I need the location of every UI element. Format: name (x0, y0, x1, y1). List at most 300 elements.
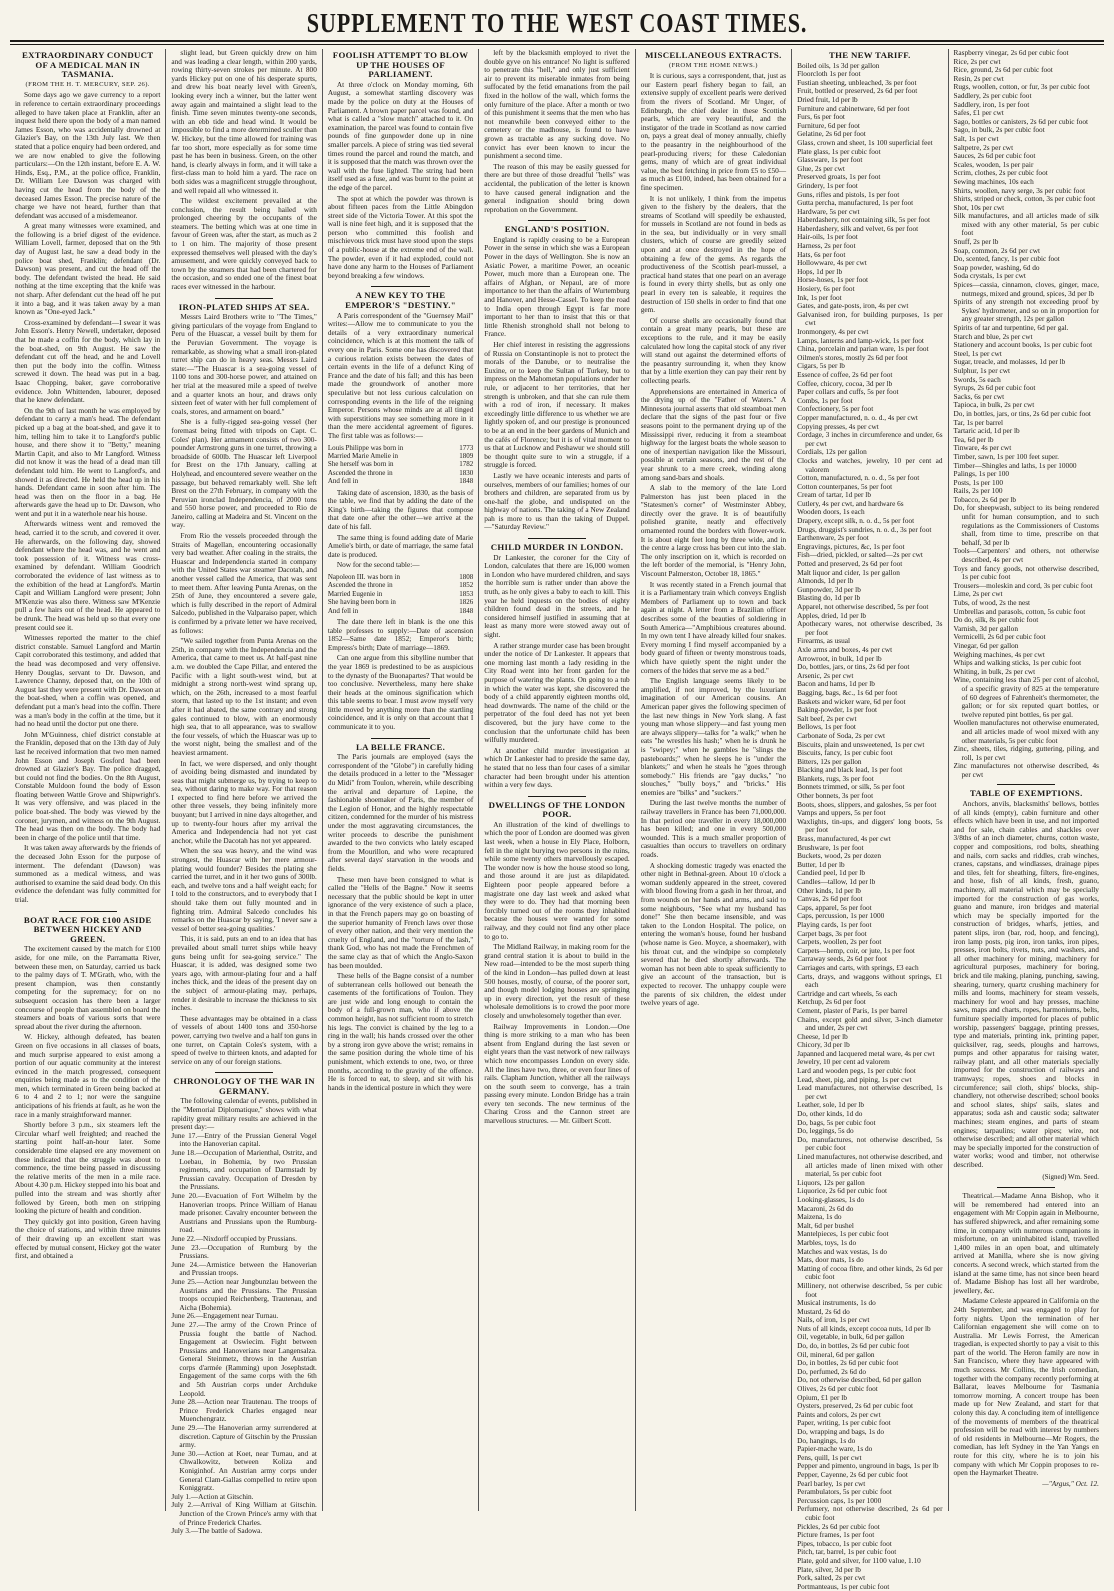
tariff-entry: Horse-hoses, 1s per foot (797, 275, 869, 285)
tariff-entry: Saddlery, 2s per cubic foot (953, 90, 1032, 100)
masthead: SUPPLEMENT TO THE WEST COAST TIMES. (306, 8, 808, 38)
tariff-list (797, 62, 942, 1591)
article-boat-race-continued (171, 49, 316, 292)
table-cell-year: 1848 (459, 477, 474, 486)
tariff-entry: Tea, 6d per lb (953, 434, 994, 444)
tariff-entry: Maizena, 1s do (797, 1212, 842, 1222)
paragraph: At three o'clock on Monday morning, 6th August, a somewhat startling discovery was made by the police on duty at the Houses of Parliament. A brown paper parcel was found, and what is called a "slow match" attached to it. On examination, the parcel was found to contain five pounds of fine gunpowder done up in nine smaller parcels. A piece of string was tied several times round the parcel and round the match, and it is supposed that the match was thrown over the wall with the fuse lighted. The string had been itself used as a fuse, and was burnt to the point at the edge of the parcel. (327, 79, 474, 192)
tariff-entry: Caps, apparel, 5s per foot (797, 902, 872, 912)
tariff-entry: Rice, 2s per cwt (953, 56, 1001, 66)
tariff-entry: Hops, 1d per lb (797, 266, 843, 276)
chronology-entry: June 17.—Entry of the Prussian General Vogel into the Hanoverian capital. (171, 1130, 317, 1149)
table-cell-event: And fell in (327, 606, 359, 615)
tariff-entry: Canvas, 2s 6d per foot (797, 894, 863, 904)
tariff-entry: Wooden doors, 1s each (797, 507, 865, 517)
tariff-entry: Timber, sawn, 1s per 100 feet super. (953, 451, 1059, 461)
table-cell-year: 1809 (459, 451, 474, 460)
tariff-entry: Sulphur, 1s per cwt (953, 365, 1010, 375)
paragraph: They quickly got into position, Green having the choice of stations, and within three minutes of their drawing up an excellent start was effected by mutual consent, Hickey got the water first, and obtained a (15, 1216, 161, 1261)
tariff-entry: Do, in bottles, jars, or tins, 2s 6d per cubic foot (953, 408, 1091, 418)
tariff-entry: Other kinds, 1d per lb (797, 885, 861, 895)
tariff-entry: Almonds, 1d per lb (797, 576, 854, 586)
article-title: ENGLAND'S POSITION. (504, 224, 610, 235)
tariff-entry: Gutta percha, manufactured, 1s per foot (797, 198, 914, 208)
tariff-entry: Pork, salted, 2s per cwt (797, 1573, 866, 1583)
masthead-rule (10, 40, 1104, 45)
article-title: CHRONOLOGY OF THE WAR IN GERMANY. (173, 1076, 315, 1096)
paragraph: Lastly we have oceanic interests and parts of ourselves, members of our families; homes of our brothers and children, are separated from us by one-half the globe, and undisputed on the highway of nations. The taking of a New Zealand pah is more to us than the taking of Duppel.—"Saturday Review." (484, 470, 630, 532)
tariff-entry: Bacon and hams, 1d per lb (797, 679, 875, 689)
tariff-entry: Caps, percussion, 1s per 1000 (797, 911, 885, 921)
tariff-entry: Silk manufactures, and all articles made of silk mixed with any other material, 5s per cubic foot (953, 211, 1099, 238)
tariff-entry: Lime, 2s per cwt (953, 589, 1003, 599)
column-5 (636, 49, 792, 1511)
tariff-entry: Saddlery, iron, 1s per foot (953, 99, 1030, 109)
tariff-entry: Hosiery, 6s per foot (797, 284, 855, 294)
paragraph: The reason of this may be easily guessed for there are but three of those dreadful "hells" was accidental, the publication of the letter is known to have caused general indignation and the general indignation should bring down reprobation on the Government. (484, 161, 630, 214)
tariff-entry: Cotton counterpanes, 5s per foot (797, 481, 893, 491)
tariff-entry: Sugar, treacle, and molasses, 1d per lb (953, 357, 1066, 367)
article-title: MISCELLANEOUS EXTRACTS. (645, 50, 782, 60)
paragraph: Railway Improvements in London.—One thing is more striking to a man who has been absent from England during the last seven or eight years than the vast network of new railways which now encompasses London on every side. All the lines have two, three, or even four lines of rails. Clapham Junction, whither all the railways on the south seem to converge, has a train passing every minute. London Bridge has a train every ten seconds. The new terminus of the Charing Cross and the Cannon street are marvellous structures. — Mr. Gilbert Scott. (484, 1021, 630, 1126)
signature: (Signed) Wm. Seed. (1042, 1172, 1099, 1181)
tariff-entry: Cigars, 5s per lb (797, 361, 845, 371)
article-source: (FROM THE HOME NEWS.) (668, 61, 758, 69)
chronology-entry: July 1.—Action at Gitschin. (171, 1491, 254, 1501)
tariff-entry: Arsenic, 2s per cwt (797, 670, 854, 680)
paragraph: "We sailed together from Punta Arenas on the 25th, in company with the Independencia and the America, that came to meet us. At half-past nine a.m. we doubled the Cape Pillar, and entered the Pacific with a light south-west wind, but at midnight a strong north-west wind sprang up, which, on the 26th, increased to a most fearful storm, that lasted up to the 1st instant; and even after it had abated, the same contrary and strong gales continued to blow, with an enormously high sea, that to all appearance, was to swallow the four vessels, of which the Huascar was up to the worst night, being the smallest and of the heaviest armament. (171, 636, 317, 757)
paragraph: When the sea was heavy, and the wind was strongest, the Huascar with her mere armour-plating would founder? Besides the plating she carried the turret, and in it her two guns of 300lb. each, and twelve tons and a half weight each; for I told to the constructors, and to everybody that I should take them out fully mounted and in fighting trim. Admiral Salcedo concludes his remarks on the Huascar by saying, 'I never saw a vessel of better sea-going qualities.' (171, 846, 317, 933)
tariff-entry: Nails, of iron, 1s per cwt (797, 1315, 870, 1325)
tariff-entry: Hair-oils, 1s per foot (797, 232, 858, 242)
tariff-entry: Timber—Shingles and laths, 1s per 10000 (953, 460, 1077, 470)
paragraph: The spot at which the powder was thrown is about fifteen paces from the Little Abingdon street side of the Victoria Tower. At this spot the wall is nine feet high, and it is supposed that the person who committed this foolish and mischievous trick must have stood upon the steps of a public-house at the extreme end of the wall. The powder, even if it had exploded, could not have done any harm to the Houses of Parliament beyond breaking a few windows. (327, 193, 474, 280)
tariff-entry: Do, manufactures, not otherwise described, 5s per cubic foot (797, 1134, 943, 1153)
paragraph: It is curious, says a correspondent, that, just as our Eastern pearl fishery began to fail, an extensive supply of excellent pearls were derived from the rivers of Scotland. Mr Unger, of Edinburgh, the chief dealer in these Scottish pearls, which are very beautiful, and the instigator of the trade in Scotland as now carried on, pays a great deal of money annually, chiefly to the peasantry in the neighbourhood of the pearl-producing rivers; for these Caledonian gems, many of which are of great individual value, the best fetching in price from £5 to £50—as much as £100, indeed, has been obtained for a fine specimen. (640, 71, 787, 192)
tariff-entry: Playing cards, 1s per foot (797, 919, 872, 929)
paragraph: Apprehensions are entertained in America of the drying up of the "Father of Waters." A Minnesota journal asserts that old steamboat men declare that the signs of the past four or five seasons point to the permanent drying up of the Mississippi river, reducing it from a steamboat highway for the largest boats the whole season to one of inexpertian navigation like the Missouri, possible at certain seasons, and the rest of the year shrunk to a mere creek, winding along among sand-bars and shoals. (640, 386, 787, 482)
chronology-entry: June 20.—Evacuation of Fort Wilhelm by the Hanoverian troops. Prince William of Hanau made prisoner. Cavalry encounter between the Austrians and Prussians upon the Rumburg-road. (171, 1191, 317, 1235)
article-separator (371, 286, 429, 287)
tariff-entry: Carriages and carts, with springs, £3 each (797, 962, 919, 972)
tariff-entry: Sewing machines, 10s each (953, 176, 1034, 186)
tariff-entry: Mustard, 2s 6d do (797, 1306, 850, 1316)
table-cell-year: 1808 (459, 572, 474, 581)
paragraph: In fact, we were dispersed, and only thought of avoiding being dismasted and inundated by seas that might submerge us, by trying to keep to sea, without daring to make way. For that reason I expected to find here before we arrived the other three vessels, they being infinitely more buoyant; but I arrived in nine days altogether, and up to twenty-four hours after my arrival the America and Independencia had not yet cast anchor, while the Dacotah has not yet appeared. (171, 758, 317, 845)
tariff-entry: Ironmongery, 4s per cwt (797, 327, 869, 336)
tariff-entry: Plate, silver, 3d per lb (797, 1564, 861, 1574)
tariff-entry: Whips and walking sticks, 1s per cubic foot (953, 658, 1082, 668)
tariff-entry: Clocks and watches, jewelry, 10 per cent ad valorem (797, 455, 943, 474)
tariff-entry: Cordage, 3 inches in circumference and under, 6s per cwt (797, 430, 943, 448)
paragraph: These men have been consigned to what is called the "Hells of the Bagne." Now it seems necessary that the public should be kept in utter ignorance of the very existence of such a place, in that the French papers may go on boasting of the superior humanity of French laws over those of every other nation, and their very mention the cruelty of England, and the "torture of the lash," thank God, who has not made the Frenchmen of the same clay as that of which the Anglo-Saxon has been moulded. (327, 874, 474, 970)
tariff-entry: Lead, sheet, pig, and piping, 1s per cwt (797, 1074, 912, 1084)
paragraph: From Rio the vessels proceeded through the Straits of Magellan, encountering occasionally very bad weather. After coaling in the straits, the Huascar and Independencia started in company with the United States war steamer Dacotah, and another vessel called the America, that was sent to meet them. After leaving Punta Arenas, on the 25th of June, they encountered a severe gale, which is fully described in the report of Admiral Salcedo, published in the Valparaiso paper, which is confirmed by a private letter we have received, as follows: (171, 531, 317, 635)
tariff-entry: Fruit, bottled or preserved, 2s 6d per foot (797, 86, 918, 96)
paragraph: Her chief interest in resisting the aggressions of Russia on Constantinople is not to protect the morals of the Danube, or to neutralise the Euxine, or to keep the Sultan of Turkey, but to impress on the Mahometan populations under her rule, or adjacent to her territories, that her strength is unbroken, and that she can rule them with a rod of iron, if necessary. It makes exceedingly little difference to us whether we are lightly spoken of, and our prestige is pronounced to be at an end in the beer gardens of Munich and the cafés of Florence; but it is of vital moment to us that at Lucknow and Peshawur we should still be thought quite sure to win a struggle, if a struggle is forced. (484, 340, 630, 470)
article-separator (528, 220, 586, 221)
chronology-entry: June 26.—Engagement near Turnau. (171, 1311, 279, 1321)
tariff-entry: Saltpetre, 2s per cwt (953, 142, 1014, 152)
tariff-entry: Syrups, 2s 6d per cubic foot (953, 383, 1036, 393)
table-cell-year: 1848 (459, 606, 474, 615)
chronology-entry: June 30.—Action at Koet, near Turnau, and at Chwalkowitz, between Koliza and Koniginhof. An Austrian army corps under General Clam-Gallas compelled to retire upon Koniggratz. (171, 1448, 317, 1493)
article-title: A NEW KEY TO THE EMPEROR'S "DESTINY." (345, 290, 456, 311)
dates-table-first (328, 444, 473, 486)
tariff-entry: Trousers—moleskin and cord, 3s per cubic foot (953, 580, 1093, 590)
tariff-entry: Galvanised iron, for building purposes, 1s per cwt (797, 309, 943, 328)
tariff-entry: Furniture and cabinetware, 6d per foot (797, 103, 910, 113)
paragraph: A great many witnesses were examined, and the following is a brief digest of the evidence. William Lovell, farmer, deposed that on the 9th day of August last, he saw a dead body in the police boat shed, Franklin; defendant (Dr. Dawson) was present, and cut the head off the body. The defendant twisted the head. He said nothing at the time excepting that the knife was not sharp. After defendant cut the head off he put it into a bag, and it was taken away by a man known as "One-eyed Jack." (15, 221, 161, 317)
article-parliament-attempt (328, 51, 473, 280)
tariff-entry: Butter, 1d per lb (797, 859, 845, 869)
tariff-entry: Olives, 2s 6d per cubic foot (797, 1384, 878, 1394)
tariff-entry: Coffee, chicory, cocoa, 3d per lb (797, 378, 893, 388)
paragraph: The excitement caused by the match for £100 aside, for one mile, on the Parramatta River, between these men, on Saturday, carried us back to the palmy days of T. M'Grath, who, with the present champion, was then constantly competing for the supremacy; for on no subsequent occasion has there been a larger concourse of people than assembled on board the steamers and boats of various sorts that were spread about the river during the afternoon. (15, 944, 161, 1031)
tariff-entry: Ketchup, 2s 6d per foot (797, 997, 866, 1007)
tariff-entry: Gelatine, 2s 6d per foot (797, 129, 866, 139)
tariff-entry: Percussion caps, 1s per 1000 (797, 1495, 882, 1505)
tariff-entry: Guns, rifles and pistols, 1s per foot (797, 189, 900, 199)
tariff-entry: Cordials, 12s per gallon (797, 447, 867, 457)
chronology-entry: July 3.—The battle of Sadowa. (171, 1526, 263, 1536)
paragraph: Anchors, anvils, blacksmiths' bellows, bottles of all kinds (empty), cabin furniture and other effects which have been in use, and not imported and for sale, chain cables and shackles over 3/8ths of an inch diameter, churns, cotton waste, copper and compositions, rod bolts, sheathing and nails, corn sacks and riddles, crab winches, cranes, capstans, and windlasses, drainage pipes and tiles, felt for sheathing, filters, fire-engines, and hose, fish of all kinds, fresh, guano, machinery, all material which may be specially imported for the construction of gas works, guano and manure, iron bridges and material which may be specially imported for the construction of bridges, wharfs, jetties, and patent slips, iron (bar, rod, hoop, and fencing), iron lamp posts, pig iron, iron tanks, iron pipes, presses, iron bolts, rivets, nuts, and washers, and all other machinery for mining, machinery for agricultural purposes, machinery for boring, brick and tile making, planing, punching, sawing, shearing, turnery, quartz crushing machinery for mills and looms, machinery for steam vessels, machinery for wool and hay presses, machine saws, maps and charts, ropes, harmoniums, belts, furniture specially imported for places of public worship, passengers' baggage, printing presses, type and materials, printing ink, printing paper, quicksilver, rag, seeds, ploughs and harrows, pumps and other apparatus for raising water, railway plant, and all other materials specially imported for the construction of railways and tramways; ropes, shoes and blocks in circumference; sail cloth, ships' blocks, ship-chandlery, not otherwise described; school books and school slates, ships' sails, slates and apparatus; soda ash and caustic soda; saltwater machines; steam engines, and parts of steam engines; tarpaulins; water pipes; wire, not otherwise described; and all other material which may be specially imported for the construction of water works; wood and timber, not otherwise described. (953, 799, 1099, 1169)
tariff-entry: Bonnets trimmed, or silk, 5s per foot (797, 782, 905, 792)
tariff-entry: Nuts of all kinds, except cocoa nuts, 1d per lb (797, 1323, 931, 1333)
tariff-entry: Chains, except gold and silver, 3-inch diameter and under, 2s per cwt (797, 1014, 943, 1033)
tariff-entry: Zinc, sheets, tiles, ridging, guttering, piling, and roll, 1s per cwt (953, 744, 1099, 762)
tariff-entry: Portmanteaus, 1s per cubic foot (797, 1581, 890, 1591)
tariff-entry: Baskets and wicker ware, 6d per foot (797, 696, 906, 706)
paragraph: During the last twelve months the number of railway travellers in France has been 71,000,000. In that period one traveller in every 18,000,000 has been killed; and one in every 500,000 wounded. This is a much smaller proportion of casualties than occurs to travellers on ordinary roads. (640, 798, 787, 860)
paragraph: Madame Celeste appeared in California on the 24th September, and was engaged to play for forty nights. Upon the termination of her Californian engagement she will come on to Australia. Mr Lewis Forrest, the American tragedian, is expected shortly to pay a visit to this part of the world. The Heron family are now in San Francisco, where they have appeared with much success. Mr Collins, the Irish comedian, together with the company recently performing at Ballarat, leaves Melbourne for Tasmania tomorrow morning. A concert troupe has been made up for New Zealand, and start for that colony this day. A concluding item of intelligence of the movements of members of the theatrical profession will be read with interest by numbers of old residents in Melbourne—Mr Rogers, the comedian, has left Sydney in the Yan Yangs en route for this city, where he is to join his company with which Mr Coppin proposes to re-open the Haymarket Theatre. (953, 1296, 1099, 1478)
tariff-entry: Do, not otherwise described, 6d per gallon (797, 1375, 922, 1385)
paragraph: This, it is said, puts an end to an idea that has prevailed about small turret ships while heavy guns being unfit for sea-going service." The Huascar, it is added, was designed some two years ago, with armour-plating four and a half inches thick, and the ideas of the present day on the subject of armour-plating may, perhaps, render it desirable to increase the thickness to six inches. (171, 934, 317, 1013)
tariff-entry: Biscuits, fancy, 1s per cubic foot (797, 748, 893, 758)
tariff-entry: Paper collars and cuffs, 5s per foot (797, 387, 899, 397)
tariff-entry: Liquorice, 2s 6d per cubic foot (797, 1186, 888, 1196)
table-row (328, 581, 473, 589)
paragraph: A shocking domestic tragedy was enacted the other night in Bethnal-green. About 10 o'clock a woman suddenly appeared in the street, covered with blood flowing from a gash in her throat, and from wounds on her hands and arms, and said to some neighbours, "See what my husband has done!" She then became insensible, and was taken to the London Hospital. The police, on entering the woman's house, found her husband (whose name is Geo. Moyce, a shoemaker), with his throat cut, and the windpipe so completely severed that he died shortly afterwards. The woman has not been able to speak sufficiently to give an account of the transaction, but is expected to recover. The unhappy couple were the parents of six children, the eldest under twelve years of age. (640, 860, 787, 1008)
tariff-entry: Drapery, except silk, n. o. d., 5s per foot (797, 516, 915, 526)
tariff-entry: Floorcloth 1s per foot (797, 69, 861, 79)
paragraph: A slab to the memory of the late Lord Palmerston has just been placed in the "Statesmen's corner" of Westminster Abbey, directly over the grave. It is of beautifully polished granite, neatly and effectively ornamented round the borders with flower-work. It is about eight feet long by three wide, and in the centre a large cross has been cut into the slab. The only inscription on it, which is recorded on the left border of the memorial, is "Henry John, Viscount Palmerston, October 18, 1865." (640, 483, 787, 579)
article-title: IRON-PLATED SHIPS AT SEA. (178, 301, 310, 312)
tariff-entry: Boiled oils, 1s 3d per gallon (797, 60, 880, 70)
table-cell-event: Louis Philippe was born in (327, 443, 404, 452)
tariff-entry: Bagging, bags, &c., 1s 6d per foot (797, 687, 898, 697)
tariff-entry: Chicory, 3d per lb (797, 1040, 850, 1050)
tariff-entry: Rails, 2s per 100 (953, 486, 1003, 496)
tariff-entry: Apparel, not otherwise described, 5s per foot (797, 602, 929, 611)
tariff-entry: Candles—tallow, 1d per lb (797, 877, 876, 886)
tariff-entry: Copying presses, 4s per cwt (797, 421, 879, 431)
paragraph: The Midland Railway, in making room for the grand central station it is about to build in the New road—intended to be the most superb thing of the kind in London—has pulled down at least 500 houses, mostly, of course, of the poorer sort, and though model lodging houses are springing up in every direction, yet the result of these wholesale demolitions is to crowd the poor more closely and unwholesomely together than ever. (484, 942, 630, 1020)
chronology-entry: June 22.—Nixdorff occupied by Prussians. (171, 1233, 297, 1243)
dates-table-second (328, 573, 473, 615)
paragraph: It was taken away afterwards by the friends of the deceased John Esson for the purpose of interment. The defendant (Dawson) was summoned as a medical witness, and was authorised to examine the said dead body. On this evidence the defendant was fully committed for trial. (15, 843, 161, 904)
tariff-entry: Palings, 1s per 100 (953, 469, 1010, 479)
tariff-entry: Salt, 1s per cwt (953, 133, 999, 143)
tariff-entry: Sago, in bulk, 2s per cubic foot (953, 125, 1045, 135)
paragraph: The following calendar of events, published in the "Memorial Diplomatique," shows with what rapidity great military results are achieved in the present day:— (171, 1096, 317, 1132)
tariff-entry: Posts, 1s per 100 (953, 477, 1003, 487)
paragraph: A Paris correspondent of the "Guernsey Mail" writes:—Allow me to communicate to you the details of a very extraordinary numerical coincidence, which is at this moment the talk of every one in Paris. Some one has discovered that a curious relation exists between the dates of certain events in the life of a defunct King of France and the date of his fall; and this has been made the groundwork of another more speculative but not less curious calculation on corresponding events in the life of the reigning Emperor. Persons whose minds are at all tinged with superstitions may see something more in it than the mere accidental agreement of figures. The first table was as follows:— (327, 310, 474, 440)
tariff-entry: Macaroni, 2s 6d do (797, 1203, 854, 1213)
tariff-entry: Sauces, 2s 6d per cubic foot (953, 151, 1036, 161)
tariff-entry: Do do, silk, 8s per cubic foot (953, 615, 1039, 625)
tariff-entry: Grindery, 1s per foot (797, 180, 858, 190)
article-emperor-destiny (328, 291, 473, 731)
paragraph: Can one argue from this sibylline number that the year 1869 is predestined to be as auspicious to the dynasty of the Buonapartes? That would be too conclusive. Nevertheless, many here shake their heads at the ominous signification which this table seems to bear. I must avow myself very little moved by anything more than the startling coincidence, and it is only on that account that I communicate it to you. (327, 653, 474, 732)
article-title: TABLE OF EXEMPTIONS. (969, 788, 1083, 799)
chronology-entry: June 27.—The army of the Crown Prince of Prussia fought the battle of Nachod. Engagement at Oswiecim. Fight between Prussians and Hanoverians near Langensalza. General Steinmetz, throws in the Austrian corps d'armée (Ramming) upon Josephstadt. Engagement of the same corps with the 6th and 5th Austrian corps under Archduke Leopold. (171, 1319, 317, 1398)
tariff-entry: Preserved groats, 1s per foot (797, 172, 881, 182)
tariff-entry: Sacks, 6s per cwt (953, 391, 1005, 401)
tariff-entry: Tartaric acid, 1d per lb (953, 426, 1020, 436)
tariff-entry: Scales, wooden, 1s per pair (953, 159, 1034, 169)
paragraph: W. Hickey, although defeated, has beaten Green on five occasions in all classes of boats, and much surprise appeared to exist among a portion of our aquatic community at the interest evinced in the match progressed, consequent enquiries being made as to the condition of the men, which terminated in Green being backed at 6 to 4 and 2 to 1; nor were the sanguine anticipations of his friends at fault, as he won the race in a manly straightforward manner. (15, 1032, 161, 1119)
paragraph: Afterwards witness went and removed the head, carried it to the scrub, and covered it over. He afterwards, on the following day, showed defendant where the head was, and he went and took possession of it. Witness was cross-examined by defendant. William Goodrich corroborated the evidence of last witness as to the exhibition of the head at Langford's. Martin Capit and William Langford were present; John M'Kenzie was also there. Witness saw M'Kenzie pull a few hairs out of the head. He appeared to be drunk. The head was held up so that every one present could see it. (15, 519, 161, 632)
tariff-entry: Cream of tartar, 1d per lb (797, 490, 871, 500)
tariff-entry: China, porcelain and parian ware, 1s per foot (797, 344, 929, 354)
tariff-entry: Do, bags, 5s per cubic foot (797, 1117, 876, 1127)
tariff-entry: Pepper and pimento, unground in bags, 1s per lb (797, 1461, 939, 1471)
tariff-entry: Do, bottles, jars, or tins, 2s 6d per foot (797, 662, 910, 672)
paragraph: The Paris journals are employed (says the correspondent of the "Globe") in carefully hiding the details produced in a letter to the "Messager du Midi" from Toulon, wherein, while describing the arrival and departure of Lepine, the fashionable shoemaker of Paris, the member of the Legion of Honor, and the highly respectable citizen, condemned for the murder of his mistress under the most aggravating circumstances, the writer proceeds to describe the punishment awarded to the two convicts who lately escaped from the Mourillon, and who were recaptured after several days' starvation in the woods and fields. (327, 752, 474, 873)
article-source: (FROM THE H. T. MERCURY, SEP. 26). (25, 80, 150, 88)
tariff-entry: Gunpowder, 3d per lb (797, 584, 861, 594)
tariff-entry: Hollowware, 4s per cwt (797, 258, 867, 268)
tariff-entry: Rugs, woollen, cotton, or fur, 3s per cubic foot (953, 82, 1090, 92)
tariff-entry: Bellows, 1s per foot (797, 722, 856, 732)
tariff-entry: Blacking and black lead, 1s per foot (797, 765, 903, 775)
tariff-entry: Pearl barley, 1s per cwt (797, 1478, 866, 1488)
tariff-entry: Cotton, manufactured, n. o. d., 5s per foot (797, 473, 920, 483)
tariff-entry: Do, hangings, 1s do (797, 1435, 856, 1445)
paragraph: It was recently stated in a French journal that it is a Parliamentary train which conveys English Members of Parliament up to town and back again at night. A letter from a Brazilian officer describes some of the beauties of soldiering in South America—"Amphibious creatures abound. In my own tent I have already killed four snakes. Every morning I find myself accompanied by a body guard of fifteen or twenty monstrous toads, which have quietly spent the night under the corners of the hides that serve me as a bed." (640, 579, 787, 675)
tariff-entry: Umbrellas and parasols, cotton, 5s cubic foot (953, 606, 1086, 616)
tariff-entry: Vermicelli, 2s 6d per cubic foot (953, 632, 1046, 642)
article-theatrical (954, 1192, 1099, 1488)
article-title: DWELLINGS OF THE LONDON POOR. (488, 799, 626, 820)
column-6 (792, 49, 948, 1591)
chronology-entry: June 29.—The Hanoverian army surrendered at discretion. Capture of Gitschin by the Prussian army. (171, 1423, 317, 1450)
table-row (328, 469, 473, 477)
table-cell-year: 1773 (459, 443, 474, 452)
paragraph: left by the blacksmith employed to rivet the double gyve on his entrance! No light is suffered to penetrate this "hell," and only just sufficient air to prevent its miserable inmates from being suffocated by the fetid emanations from the pail fixed in the hollow of the wall, which forms the only furniture of the place. After a month or two of this punishment it seems that the men who has not meanwhile been conveyed either to the cemetery or the madhouse, is found to have grown as tractable as any sucking dove. No convict has ever been known to incur the punishment a second time. (484, 48, 630, 161)
article-title: FOOLISH ATTEMPT TO BLOW UP THE HOUSES OF PARLIAMENT. (332, 50, 469, 80)
table-cell-year: 1830 (459, 468, 474, 477)
paragraph: These hells of the Bagne consist of a number of subterranean cells hollowed out beneath the casements of the fortifications of Toulon. They are just wide and long enough to contain the body of a full-grown man, who if above the common height, has not sufficient room to stretch his legs. The convict is chained by the leg to a ring in the wall; his hands crossed over the other by a strong iron gyve above the wrist; remains in the same position during the whole time of his punishment, which extends to one, two, or three months, according to the gravity of the offence. He is forced to eat, to sleep, and sit with his hands in the identical posture in which they were (327, 971, 474, 1092)
paragraph: Cross-examined by defendant—I swear it was John Esson's. Henry Newell, undertaker, deposed that he made a coffin for the body, which lay in the boat-shed, on 9th August. He saw the defendant cut off the head, and he and Lovell then put the body into the coffin. Witness screwed it down. The head was put in a bag. Isaac Chopping, baker, gave corroborative evidence. John Whittenden, labourer, deposed that he knew defendant. (15, 317, 161, 405)
table-row (328, 444, 473, 452)
tariff-entry: Carbonate of Soda, 2s per cwt (797, 730, 886, 740)
tariff-entry: Opium, £1 per lb (797, 1392, 847, 1402)
tariff-entry: Oysters, preserved, 2s 6d per cubic foot (797, 1401, 914, 1411)
table-row (328, 477, 473, 485)
tariff-entry: Paints and colors, 2s per cwt (797, 1409, 881, 1419)
tariff-entry: Carpet bags, 3s per foot (797, 928, 867, 938)
table-row (328, 452, 473, 460)
chronology-list (171, 1132, 316, 1536)
tariff-entry: Salt beef, 2s per cwt (797, 713, 857, 723)
paragraph: Messrs Laird Brothers write to "The Times," giving particulars of the voyage from England to Peru of the Huascar, a vessel built by them for the Peruvian Government. The voyage is remarkable, as showing what a small iron-plated turret ship can do in heavy seas. Messrs Laird state:—"The Huascar is a sea-going vessel of 1100 tons and 300-horse power, and attained on her trial at the measured mile a speed of twelve and a quarter knots an hour, and draws only sixteen feet of water with her full complement of coals, stores, and armament on board." (171, 312, 317, 416)
tariff-entry: Firearms, as usual (797, 636, 851, 646)
tariff-entry: Resin, 2s per cwt (953, 73, 1004, 83)
paragraph: slight lead, but Green quickly drew on him and was leading a clear length, within 200 yards, rowing thirty-seven strokes per minute. At 800 yards Hickey put on one of his desperate spurts, and drew his boat nearly level with Green's, looking every inch a winner, but the latter went away again and maintained a slight lead to the finish. Time seven minutes twenty-one seconds, with an ebb tide and head wind. It would be impossible to find a more determined sculler than W. Hickey, but the time allowed for training was far too short, more especially as for some time past he has been in business. Green, on the other hand, is clearly always in form, and it will take a first-class man to hold him a yard. The race on both sides was a magnificent struggle throughout, and well repaid all who witnessed it. (171, 48, 317, 195)
tariff-entry: Hats, 6s per foot (797, 249, 846, 259)
tariff-entry: Engravings, pictures, &c, 1s per foot (797, 541, 905, 551)
tariff-entry: Oil, vegetable, in bulk, 6d per gallon (797, 1332, 905, 1342)
tariff-entry: Do, for sheepwash, subject to its being rendered unfit for human consumption, and to such regulations as the Commissioners of Customs shall, from time to time, prescribe on that behalf, 3d per lb (953, 503, 1099, 547)
paragraph: Dr Lankester, the coroner for the City of London, calculates that there are 16,000 women in London who have murdered children, and says the horrible sum is rather under than above the truth, as he only gives a baby to each to kill. This year he held inquests on the bodies of eighty children found dead in the streets, and he considered himself justified in assuming that at least as many more were stowed away out of sight. (484, 552, 630, 639)
tariff-entry: Japanned and lacquered metal ware, 4s per cwt (797, 1048, 935, 1058)
tariff-entry: Cutlery, 4s per cwt, and hardware 6s (797, 498, 904, 508)
tariff-entry: Plate, gold and silver, for 1100 value, 1.10 (797, 1555, 921, 1565)
paragraph: Taking date of ascension, 1830, as the basis of the table, we find that by adding the date of the King's birth—taking the figures that compose that date one after the other—we arrive at the date of his fall. (327, 487, 474, 531)
tariff-entry: Paper, writing, 1s per cubic foot (797, 1418, 891, 1428)
article-boat-race (15, 916, 160, 1261)
tariff-entry: Harness, 2s per foot (797, 241, 856, 251)
tariff-entry: Essence of coffee, 2s 6d per foot (797, 369, 893, 379)
table-cell-event: She herself was born in (327, 460, 394, 469)
article-child-murder (484, 543, 629, 790)
tariff-entry: Soap powder, washing, 6d do (953, 262, 1040, 272)
article-separator (215, 298, 273, 299)
tariff-entry: Soda crystals, 1s per cwt (953, 271, 1026, 281)
tariff-entry: Wine, containing less than 25 per cent of alcohol, of a specific gravity of 825 at the temperature of 60 degrees of Fahrenheit's thermometer, the gallon; or for six reputed quart bottles, or twelve reputed pint bottles, 6s per gal. (953, 675, 1099, 719)
tariff-entry: Pens, quill, 1s per cwt (797, 1452, 862, 1462)
tariff-entry: Earthenware, 2s per foot (797, 533, 869, 543)
tariff-entry: Steel, 1s per cwt (953, 348, 1002, 358)
tariff-entry: Buckets, wood, 2s per dozen (797, 851, 882, 861)
tariff-entry: Tar, 1s per barrel (953, 417, 1003, 427)
paragraph: Shortly before 3 p.m., six steamers left the Circular wharf well freighted; and reached the starting point half-an-hour later. Some considerable time elapsed ere any movement on these indicated that the struggle was about to commence, the time being passed in discussing the relative merits of the men in a mile race. About 4.30 p.m. Hickey stepped into his boat and pulled into the stream and was shortly after followed by Green, both men on stripping looking the picture of health and condition. (15, 1120, 161, 1216)
tariff-entry: Tinware, 4s per cwt (953, 443, 1012, 453)
columns (10, 48, 1104, 1591)
tariff-entry: Carraway seeds, 2s 6d per foot (797, 954, 888, 964)
article-separator (528, 796, 586, 797)
tariff-entry: Malt liquor and cider, 1s per gallon (797, 567, 900, 577)
tariff-entry: Vinegar, 6d per gallon (953, 640, 1019, 650)
tariff-entry: Ink, 1s per foot (797, 292, 842, 302)
article-title: CHILD MURDER IN LONDON. (490, 542, 624, 553)
article-iron-plated-ships (171, 303, 316, 1067)
paragraph: She is a fully-rigged sea-going vessel (her foremast being fitted with tripods on Capt. C. Coles' plan). Her armament consists of two 300-pounder Armstrong guns in one turret, throwing a broadside of 600lb. The Huascar left Liverpool for Brest on the 17th January, calling at Holyhead, and encountered severe weather on the passage, but behaved remarkably well. She left Brest on the 27th February, in company with the Peruvian ironclad Independencia, of 2000 tons and 550 horse power, and proceeded to Rio de Janeiro, calling at Madeira and St. Vincent on the way. (171, 417, 317, 530)
article-dwellings-poor (484, 801, 629, 1126)
tariff-entry: Raspberry vinegar, 2s 6d per cubic foot (953, 48, 1069, 57)
paragraph: At another child murder investigation at which Dr Lankester had to preside the same day, he stated that no less than four cases of a similar character had been brought under his attention within a very few days. (484, 745, 630, 790)
tariff-entry: Blankets, rugs, 3s per foot (797, 773, 874, 783)
tariff-entry: Shot, 10s per cwt (953, 202, 1005, 212)
tariff-entry: Glass, crown and sheet, 1s 100 superficial feet (797, 137, 933, 147)
tariff-entry: Lead manufactures, not otherwise described, 1s per cwt (797, 1083, 943, 1101)
tariff-entry: Baking-powder, 1s per foot (797, 705, 878, 715)
tariff-entry: Stationery and account books, 1s per cubic foot (953, 340, 1093, 350)
table-cell-event: And fell in (327, 477, 359, 486)
tariff-entry: Bitters, 12s per gallon (797, 756, 862, 766)
paragraph: Of course shells are occasionally found that contain a great many pearls, but these are exceptions to the rule, and it may be easily calculated how long the capital stock of any river will stand out against the determined efforts of the peasantry surrounding it, when they know that by a little exertion they can pay their rent by collecting pearls. (640, 315, 787, 385)
tariff-entry: Sago, bottles or canisters, 2s 6d per cubic foot (953, 116, 1089, 126)
table-row (328, 460, 473, 468)
tariff-entry: Mantelpieces, 1s per cubic foot (797, 1229, 889, 1239)
tariff-entry: Malt, 6d per bushel (797, 1220, 854, 1230)
tariff-entry: Oil, mineral, 6d per gallon (797, 1349, 875, 1359)
tariff-entry: Snuff, 2s per lb (953, 237, 999, 247)
tariff-entry: Brass, manufactured, 4s per cwt (797, 834, 891, 844)
tariff-entry: Waxlights, tin-ups, and diggers' long boots, 5s per foot (797, 816, 943, 835)
paragraph: The wildest excitement prevailed at the conclusion, the result being hailed with prolonged cheering by the occupants of the steamers. The betting which was at one time in favour of Green was, after the start, as much as 2 to 1 on him. The majority of those present expressed themselves well pleased with the day's amusement, and were quickly conveyed back to town by the steamers that had been chartered for the occasion, and so ended one of the finest boat races ever witnessed in the harbour. (171, 196, 317, 292)
tariff-entry: Carpets, woollen, 2s per foot (797, 937, 882, 947)
article-separator (59, 911, 117, 912)
paragraph: John M'Guinness, chief district constable at the Franklin, deposed that on the 13th day of July last he received information that two men named John Esson and Joseph Gosford had been drowned at Glazier's Bay. The police dragged, but could not find the bodies. On the 8th August, Constable Muldoon found the body of Esson floating between Wattle Grove and Shipwright's. It was very offensive, and was placed in the police boat-shed. The body was viewed by the coroner, jurymen, and witness on the 9th August. The head was then on the body. The body had been in charge of the police until that time. (15, 729, 161, 842)
tariff-entry: Matches and wax vestas, 1s do (797, 1246, 888, 1256)
tariff-entry: Hardware, 5s per cwt (797, 206, 860, 216)
paragraph: Theatrical.—Madame Anna Bishop, who it will be remembered had entered into an engagement with Mr Coppin again in Melbourne, has suffered shipwreck, and after remaining some time, in company with numerous companions in misfortune, on an uninhabited island, travelled 1,400 miles in an open boat, and ultimately arrived at Manilla, where she is now giving concerts. A second wreck, which started from the island at the same time, has not since been heard of. Madame Bishop has lost all her wardrobe, jewellery, &c. (953, 1191, 1099, 1295)
tariff-entry: Do, in bottles, 2s 6d per cubic foot (797, 1358, 899, 1368)
tariff-entry: Looking-glasses, 1s do (797, 1194, 865, 1204)
article-title: LA BELLE FRANCE. (355, 741, 446, 752)
paragraph: It is not unlikely, I think from the impetus given to the fishery by the dealers, that the streams of Scotland will speedily be exhausted, for mussels in Scotland are not found in beds as in the sea, but individually or in very small clusters, which of course are greedily seized upon and at once destroyed in the hope of obtaining a few of the gems. As regards the productiveness of the Scottish pearl-mussel, a practical hand states that one pearl on an average is found in every thirty shells, but as only one pearl in every ten is saleable, it requires the destruction of 150 shells in order to find that one gem. (640, 193, 787, 315)
tariff-entry: Biscuits, plain and unsweetened, 1s per cwt (797, 739, 925, 749)
tariff-entry: Millinery, not otherwise described, 5s per cubic foot (797, 1280, 943, 1299)
tariff-entry: Fustian sheeting, unbleached, 3s per foot (797, 77, 917, 87)
tariff-entry: Furs, 6s per foot (797, 112, 845, 122)
tariff-entry: Vamps and uppers, 5s per foot (797, 808, 886, 818)
tariff-entry: Rice, ground, 2s 6d per cubic foot (953, 65, 1053, 75)
paragraph: Some days ago we gave currency to a report in reference to certain extraordinary proceedings alleged to have taken place at Franklin, after an inquest held there upon the body of a man named James Esson, who was accidentally drowned at Glazier's Bay, on the 13th July last. We then stated that a police enquiry had been ordered, and we are now enabled to give the following particulars:—On the 12th instant, before E. A. W. Hinds, Esq., P.M., at the police office, Franklin, Dr. William Lee Dawson was charged with having cut the head from the body of the deceased James Esson. The precise nature of the charge we have not heard, further than that defendant was accused of a misdemeanor. (15, 90, 161, 220)
article-title: BOAT RACE FOR £100 ASIDE BETWEEN HICKEY AND GREEN. (23, 914, 152, 944)
tariff-entry: Apples, dried, 1d per lb (797, 610, 867, 620)
tariff-entry: Spirits of tar and turpentine, 6d per gal. (953, 323, 1069, 332)
tariff-entry: Tools—Carpenters' and others, not otherwise described, 4s per cwt (953, 546, 1099, 565)
tariff-entry: Spirits of any strength not exceeding proof by Sykes' hydrometer, and so on in proportion for any greater strength, 12s per gallon (953, 297, 1099, 324)
tariff-entry: Tubs, of wood, 2s the nest (953, 598, 1031, 607)
tariff-entry: Varnish, 3d per gallon (953, 623, 1018, 633)
table-cell-event: Ascended the throne in (327, 468, 393, 477)
table-cell-year: 1852 (459, 581, 474, 590)
tariff-entry: Pipes, tobacco, 1s per cubic foot (797, 1538, 892, 1548)
paragraph: These advantages may be obtained in a class of vessels of about 1400 tons and 350-horse power, carrying two twelve and a half ton guns in one turret, on Captain Coles's system, with a speed of twelve to thirteen knots, and adapted for service on any of our foreign stations. (171, 1013, 317, 1066)
tariff-entry: Papier-mache ware, 1s do (797, 1444, 873, 1454)
table-cell-year: 1782 (459, 460, 474, 469)
table-cell-event: Ascended the throne in (327, 581, 393, 590)
paragraph: Now for the second table:— (336, 560, 420, 570)
tariff-entry: Glassware, 1s per foot (797, 155, 863, 165)
column-2 (166, 48, 322, 1536)
tariff-entry: Oilmen's stores, mostly 2s 6d per foot (797, 352, 908, 362)
column-7 (949, 49, 1104, 1511)
tariff-entry: Gates, and gate-posts, iron, 4s per cwt (797, 301, 909, 311)
chronology-entry: June 23.—Occupation of Rumburg by the Prussians. (171, 1242, 317, 1261)
tariff-entry: Candied peel, 1d per lb (797, 868, 865, 878)
tariff-entry: Boots, shoes, slippers, and galoshes, 5s per foot (797, 799, 937, 809)
tariff-entry: Safes, £1 per cwt (953, 108, 1004, 118)
tariff-entry: Apothecary wares, not otherwise described, 3s per foot (797, 619, 943, 637)
tariff-entry: Cartridge and cart wheels, 5s each (797, 988, 898, 998)
table-cell-event: Napoleon III. was born in (327, 572, 400, 581)
tariff-entry: Lined manufactures, not otherwise described, and all articles made of linen mixed with other material, 5s per cubic foot (797, 1152, 943, 1179)
article-separator (997, 784, 1055, 785)
tariff-entry: Tobacco, 2s 6d per lb (953, 494, 1017, 504)
paragraph: An illustration of the kind of dwellings to which the poor of London are doomed was given last week, when a house in Ely Place, Holborn, fell in the night burying two persons in the ruins, while some twenty others marvellously escaped. The wonder now is how the house stood so long, and those around it are just as dilapidated. Eighteen poor people appeared before a magistrate one day last week and asked what they were to do. They had that morning been forcibly turned out of the rooms they inhabited because the houses were wanted for some railway, and they could not find any other place to go to. (484, 819, 630, 941)
tariff-entry: Zinc manufactures not otherwise described, 4s per cwt (953, 761, 1099, 779)
tariff-entry: Do, wrapping and bags, 1s do (797, 1427, 885, 1436)
tariff-entry: Other bonnets, 3s per foot (797, 791, 874, 801)
article-separator (997, 1187, 1055, 1188)
paragraph: A rather strange murder case has been brought under the notice of Dr Lankester. It appears that one morning last month a lady residing in the City Road went into her front garden for the purpose of watering the plants. On going to a tub in which the water was kept, she discovered the body of a child apparently eighteen months old, head downwards. The name of the child or the perpetrator of the foul deed has not yet been discovered, but the jury have come to the conclusion that the unfortunate child has been wilfully murdered. (484, 640, 630, 745)
